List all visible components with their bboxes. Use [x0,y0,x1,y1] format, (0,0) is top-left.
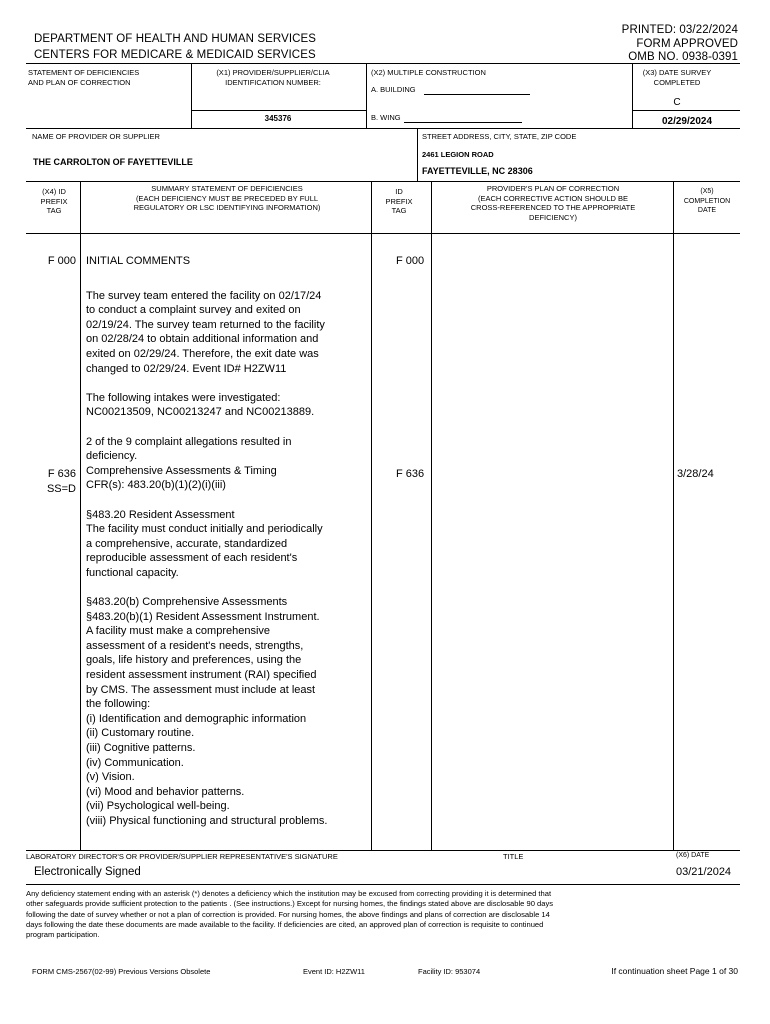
event-id: Event ID: H2ZW11 [303,967,365,976]
facility-id: Facility ID: 953074 [418,967,481,976]
signature-bottom-border [26,884,740,885]
provider-name: THE CARROLTON OF FAYETTEVILLE [33,157,193,167]
divider [632,63,633,129]
resident-assessment-paragraph: §483.20 Resident Assessment The facility must conduct initially and periodically a comprehensive, accurate, standardized reproducible assessment of each resident's functional capacity. [86,508,323,579]
intakes-paragraph: The following intakes were investigated: NC00213509, NC00213247 and NC00213889. [86,391,315,419]
tag-f000-plan: F 000 [396,255,425,267]
signature-top-border [26,850,740,851]
form-approved: FORM APPROVED [636,38,738,50]
tag-f636: F 636 [47,468,76,480]
column-divider [371,182,372,850]
column-divider [431,182,432,850]
statement-label: STATEMENT OF DEFICIENCIES AND PLAN OF CORRECTION [28,68,140,87]
summary-header: SUMMARY STATEMENT OF DEFICIENCIES (EACH DEFICIENCY MUST BE PRECEDED BY FULL REGULATORY OR LSC IDENTIFYING INFORMATION) [133,184,321,212]
x5-header: (X5) COMPLETION DATE [683,188,731,214]
form-number: FORM CMS-2567(02-99) Previous Versions Obsolete [32,967,211,976]
divider [417,128,418,182]
comprehensive-assessment-paragraph: §483.20(b) Comprehensive Assessments §483.20(b)(1) Resident Assessment Instrument. A facility must make a comprehensive assessment of a resident's needs, strengths, goals, life history and preferences, using the resident assessment instrument (RAI) specified by CMS. The assessment must include at least the following: (i) Identification and demographic information (ii) Customary routine. (iii) Cognitive patterns. (iv) Communication. (v) Vision. (vi) Mood and behavior patterns. (vii) Psychological well-being. (viii) Physical functioning and structural problems. [86,596,328,827]
department-title: DEPARTMENT OF HEALTH AND HUMAN SERVICES [34,33,317,45]
tag-f636-plan: F 636 [396,468,425,480]
completion-date: 3/28/24 [677,468,714,480]
x3-label: (X3) DATE SURVEY COMPLETED [642,68,712,87]
building-label: A. BUILDING [371,85,416,94]
date-label: (X6) DATE [676,852,710,859]
survey-code: C [673,97,681,108]
divider [632,110,740,111]
tag-f000: F 000 [47,255,76,267]
survey-completed-date: 02/29/2024 [661,116,713,127]
allegations-paragraph: 2 of the 9 complaint allegations resulted in deficiency. Comprehensive Assessments & Timing CFR(s): 483.20(b)(1)(2)(i)(iii) [86,435,292,492]
street-address: 2461 LEGION ROAD [422,150,494,159]
wing-label: B. WING [371,113,401,122]
signature-value: Electronically Signed [34,866,141,878]
omb-number: OMB NO. 0938-0391 [628,51,738,63]
signature-label: LABORATORY DIRECTOR'S OR PROVIDER/SUPPLIER REPRESENTATIVE'S SIGNATURE [26,852,338,861]
signature-date: 03/21/2024 [676,866,732,878]
title-label: TITLE [503,852,524,861]
initial-comments-heading: INITIAL COMMENTS [86,255,191,267]
column-header-bottom [26,233,740,234]
survey-narrative: The survey team entered the facility on 02/17/24 to conduct a complaint survey and exited on 02/19/24. The survey team returned to the facility on 02/28/24 to obtain additional information and exited on 02/29/24. Therefore, the exit date was changed to 02/29/24. Event ID# H2ZW11 [86,289,325,375]
page-indicator: If continuation sheet Page 1 of 30 [611,966,738,976]
column-divider [80,182,81,850]
provider-name-label: NAME OF PROVIDER OR SUPPLIER [32,132,160,141]
address-label: STREET ADDRESS, CITY, STATE, ZIP CODE [422,132,577,141]
divider [191,110,366,111]
provider-bottom-border [26,181,740,182]
id-header: ID PREFIX TAG [385,187,413,215]
divider [366,63,367,129]
provider-number: 345376 [264,114,292,123]
x2-label: (X2) MULTIPLE CONSTRUCTION [371,68,486,77]
building-field [424,94,530,95]
summary-content [86,254,368,829]
printed-date: PRINTED: 03/22/2024 [621,24,738,36]
x1-label: (X1) PROVIDER/SUPPLIER/CLIA IDENTIFICATION NUMBER: [216,68,330,87]
plan-header: PROVIDER'S PLAN OF CORRECTION (EACH CORRECTIVE ACTION SHOULD BE CROSS-REFERENCED TO THE APPROPRIATE DEFICIENCY) [470,184,636,222]
divider [191,63,192,129]
column-divider [673,182,674,850]
wing-field [404,122,522,123]
agency-title: CENTERS FOR MEDICARE & MEDICAID SERVICES [34,49,316,61]
scope-severity: SS=D [46,483,76,495]
disclaimer: Any deficiency statement ending with an asterisk (*) denotes a deficiency which the institution may be excused from correcting providing it is determined that other safeguards provide sufficient protection to the patients . (See instructions.) Except for nursing homes, the findings stated above are disclosable 90 days following the date of survey whether or not a plan of correction is provided. For nursing homes, the above findings and plans of correction are disclosable 14 days following the date these documents are made available to the facility. If deficiencies are cited, an approved plan of correction is requisite to continued program participation. [26,889,554,940]
city-state-zip: FAYETTEVILLE, NC 28306 [422,166,533,176]
x4-header: (X4) ID PREFIX TAG [40,187,68,215]
